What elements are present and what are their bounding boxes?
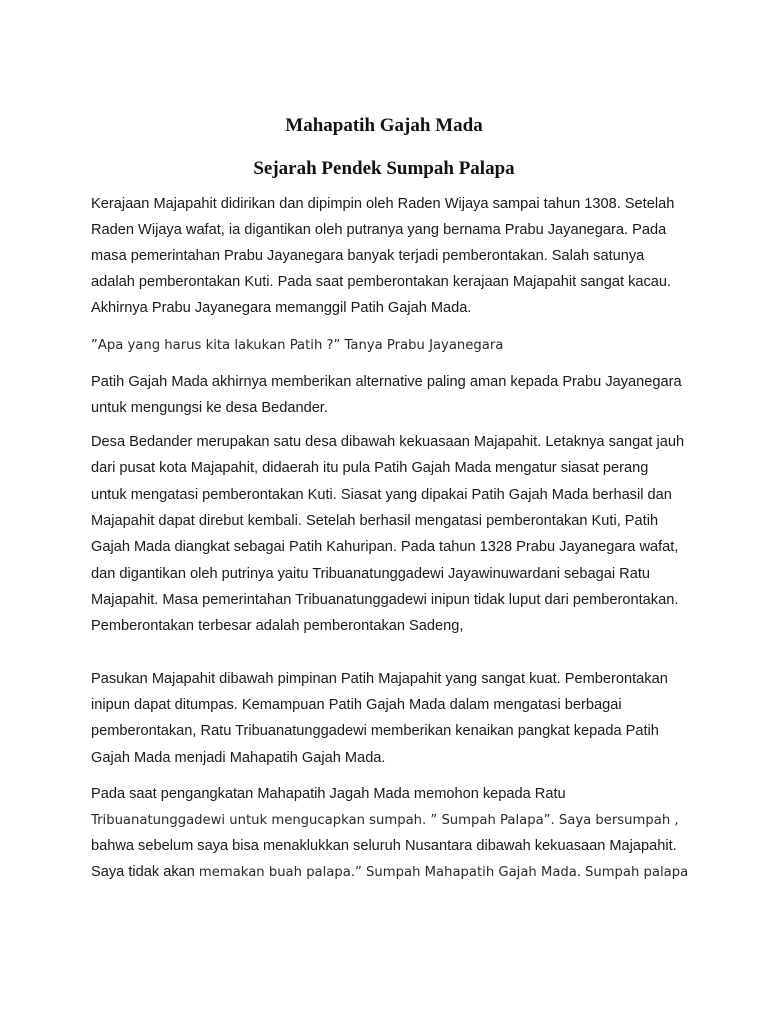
- text-line: Patih Gajah Mada akhirnya memberikan alternative paling aman kepada Prabu Jayanegara: [91, 374, 682, 390]
- text-line: untuk mengatasi pemberontakan Kuti. Siasat yang dipakai Patih Gajah Mada berhasil dan: [91, 487, 672, 503]
- text-line: Majapahit. Masa pemerintahan Tribuanatunggadewi inipun tidak luput dari pemberontakan.: [91, 592, 679, 608]
- dialogue-line: ”Apa yang harus kita lakukan Patih ?” Tanya Prabu Jayanegara: [91, 338, 504, 353]
- text-line: Kerajaan Majapahit didirikan dan dipimpin oleh Raden Wijaya sampai tahun 1308. Setelah: [91, 196, 675, 212]
- text-segment: Sumpah palapa: [584, 865, 689, 880]
- text-line: Pemberontakan terbesar adalah pemberontakan Sadeng,: [91, 618, 464, 634]
- text-line: Pasukan Majapahit dibawah pimpinan Patih Majapahit yang sangat kuat. Pemberontakan: [91, 671, 668, 687]
- text-line: adalah pemberontakan Kuti. Pada saat pemberontakan kerajaan Majapahit sangat kacau.: [91, 274, 672, 290]
- document-subtitle: Sejarah Pendek Sumpah Palapa: [253, 158, 515, 179]
- text-line: Gajah Mada menjadi Mahapatih Gajah Mada.: [91, 750, 386, 766]
- text-line-mixed: [91, 838, 677, 854]
- text-line: Majapahit dapat direbut kembali. Setelah berhasil mengatasi pemberontakan Kuti, Patih: [91, 513, 659, 529]
- text-segment: Saya tidak akan: [91, 864, 199, 880]
- document-title: Mahapatih Gajah Mada: [285, 115, 483, 136]
- text-line: dan digantikan oleh putrinya yaitu Tribuanatunggadewi Jayawinuwardani sebagai Ratu: [91, 566, 650, 582]
- text-line: masa pemerintahan Prabu Jayanegara banyak terjadi pemberontakan. Salah satunya: [91, 248, 645, 264]
- text-line: untuk mengungsi ke desa Bedander.: [91, 400, 328, 416]
- text-line: Gajah Mada diangkat sebagai Patih Kahuripan. Pada tahun 1328 Prabu Jayanegara wafat,: [91, 539, 679, 555]
- text-segment: .: [576, 864, 585, 880]
- text-line-mixed: [91, 812, 679, 828]
- text-segment: memakan buah palapa.” Sumpah Mahapatih Gajah Mada: [198, 865, 577, 880]
- text-segment: Tribuanatunggadewi untuk mengucapkan sumpah. ” Sumpah Palapa”. Saya bersumpah ,: [91, 813, 679, 828]
- text-line: Akhirnya Prabu Jayanegara memanggil Patih Gajah Mada.: [91, 300, 472, 316]
- text-line-mixed: [91, 864, 688, 880]
- text-line: Pada saat pengangkatan Mahapatih Jagah Mada memohon kepada Ratu: [91, 786, 566, 802]
- text-line: pemberontakan, Ratu Tribuanatunggadewi memberikan kenaikan pangkat kepada Patih: [91, 723, 659, 739]
- text-line: Desa Bedander merupakan satu desa dibawah kekuasaan Majapahit. Letaknya sangat jauh: [91, 434, 685, 450]
- text-line: Raden Wijaya wafat, ia digantikan oleh putranya yang bernama Prabu Jayanegara. Pada: [91, 222, 667, 238]
- text-line: dari pusat kota Majapahit, didaerah itu pula Patih Gajah Mada mengatur siasat perang: [91, 460, 649, 476]
- text-segment: bahwa sebelum saya bisa menaklukkan seluruh Nusantara dibawah kekuasaan Majapahit.: [91, 838, 677, 854]
- text-line: inipun dapat ditumpas. Kemampuan Patih Gajah Mada dalam mengatasi berbagai: [91, 697, 622, 713]
